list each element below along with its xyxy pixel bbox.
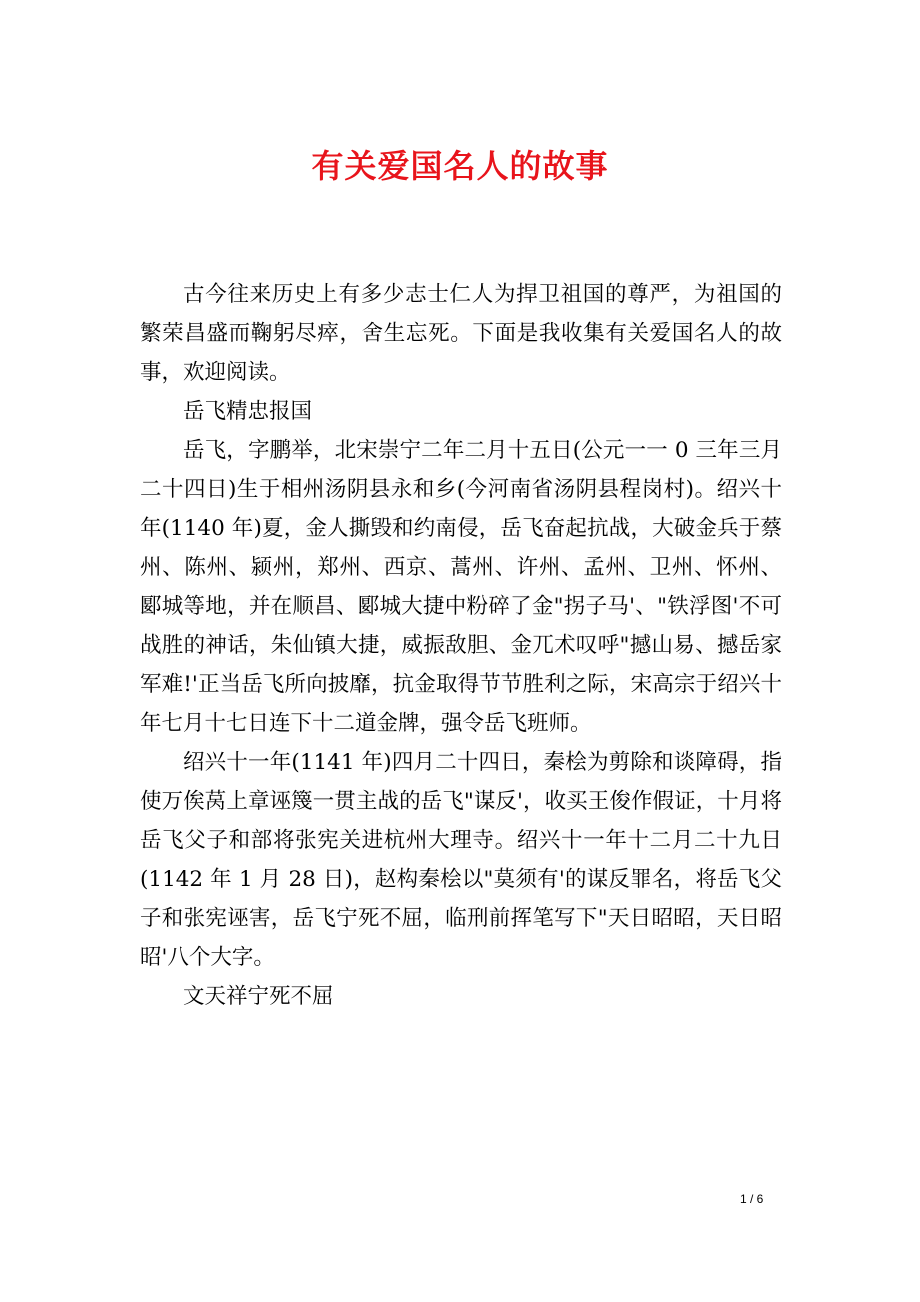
document-body <box>140 275 782 1016</box>
page-number: 1 / 6 <box>740 1192 764 1206</box>
document-title: 有关爱国名人的故事 <box>311 147 609 185</box>
yuefei-paragraph-1: 岳飞，字鹏举，北宋崇宁二年二月十五日(公元一一 0 三年三月二十四日)生于相州汤阴县永和乡(今河南省汤阴县程岗村)。绍兴十年(1140 年)夏，金人撕毁和约南侵，岳飞奋起抗战，大破金兵于蔡州、陈州、颍州，郑州、西京、蒿州、许州、孟州、卫州、怀州、郾城等地，并在顺昌、郾城大捷中粉碎了金"拐子马'、"铁浮图'不可战胜的神话，朱仙镇大捷，威振敌胆、金兀术叹呼"撼山易、撼岳家军难!'正当岳飞所向披靡，抗金取得节节胜利之际，宋高宗于绍兴十年七月十七日连下十二道金牌，强令岳飞班师。 <box>140 438 782 736</box>
section-heading-yuefei: 岳飞精忠报国 <box>183 399 313 424</box>
section-heading-wentianxiang: 文天祥宁死不屈 <box>183 984 334 1009</box>
yuefei-paragraph-2: 绍兴十一年(1141 年)四月二十四日，秦桧为剪除和谈障碍，指使万俟莴上章诬篾一贯主战的岳飞"谋反'，收买王俊作假证，十月将岳飞父子和部将张宪关进杭州大理寺。绍兴十一年十二月二十九日(1142 年 1 月 28 日)，赵构秦桧以"莫须有'的谋反罪名，将岳飞父子和张宪诬害，岳飞宁死不屈，临刑前挥笔写下"天日昭昭，天日昭昭'八个大字。 <box>140 750 782 970</box>
intro-paragraph: 古今往来历史上有多少志士仁人为捍卫祖国的尊严，为祖国的繁荣昌盛而鞠躬尽瘁，舍生忘死。下面是我收集有关爱国名人的故事，欢迎阅读。 <box>140 282 782 385</box>
